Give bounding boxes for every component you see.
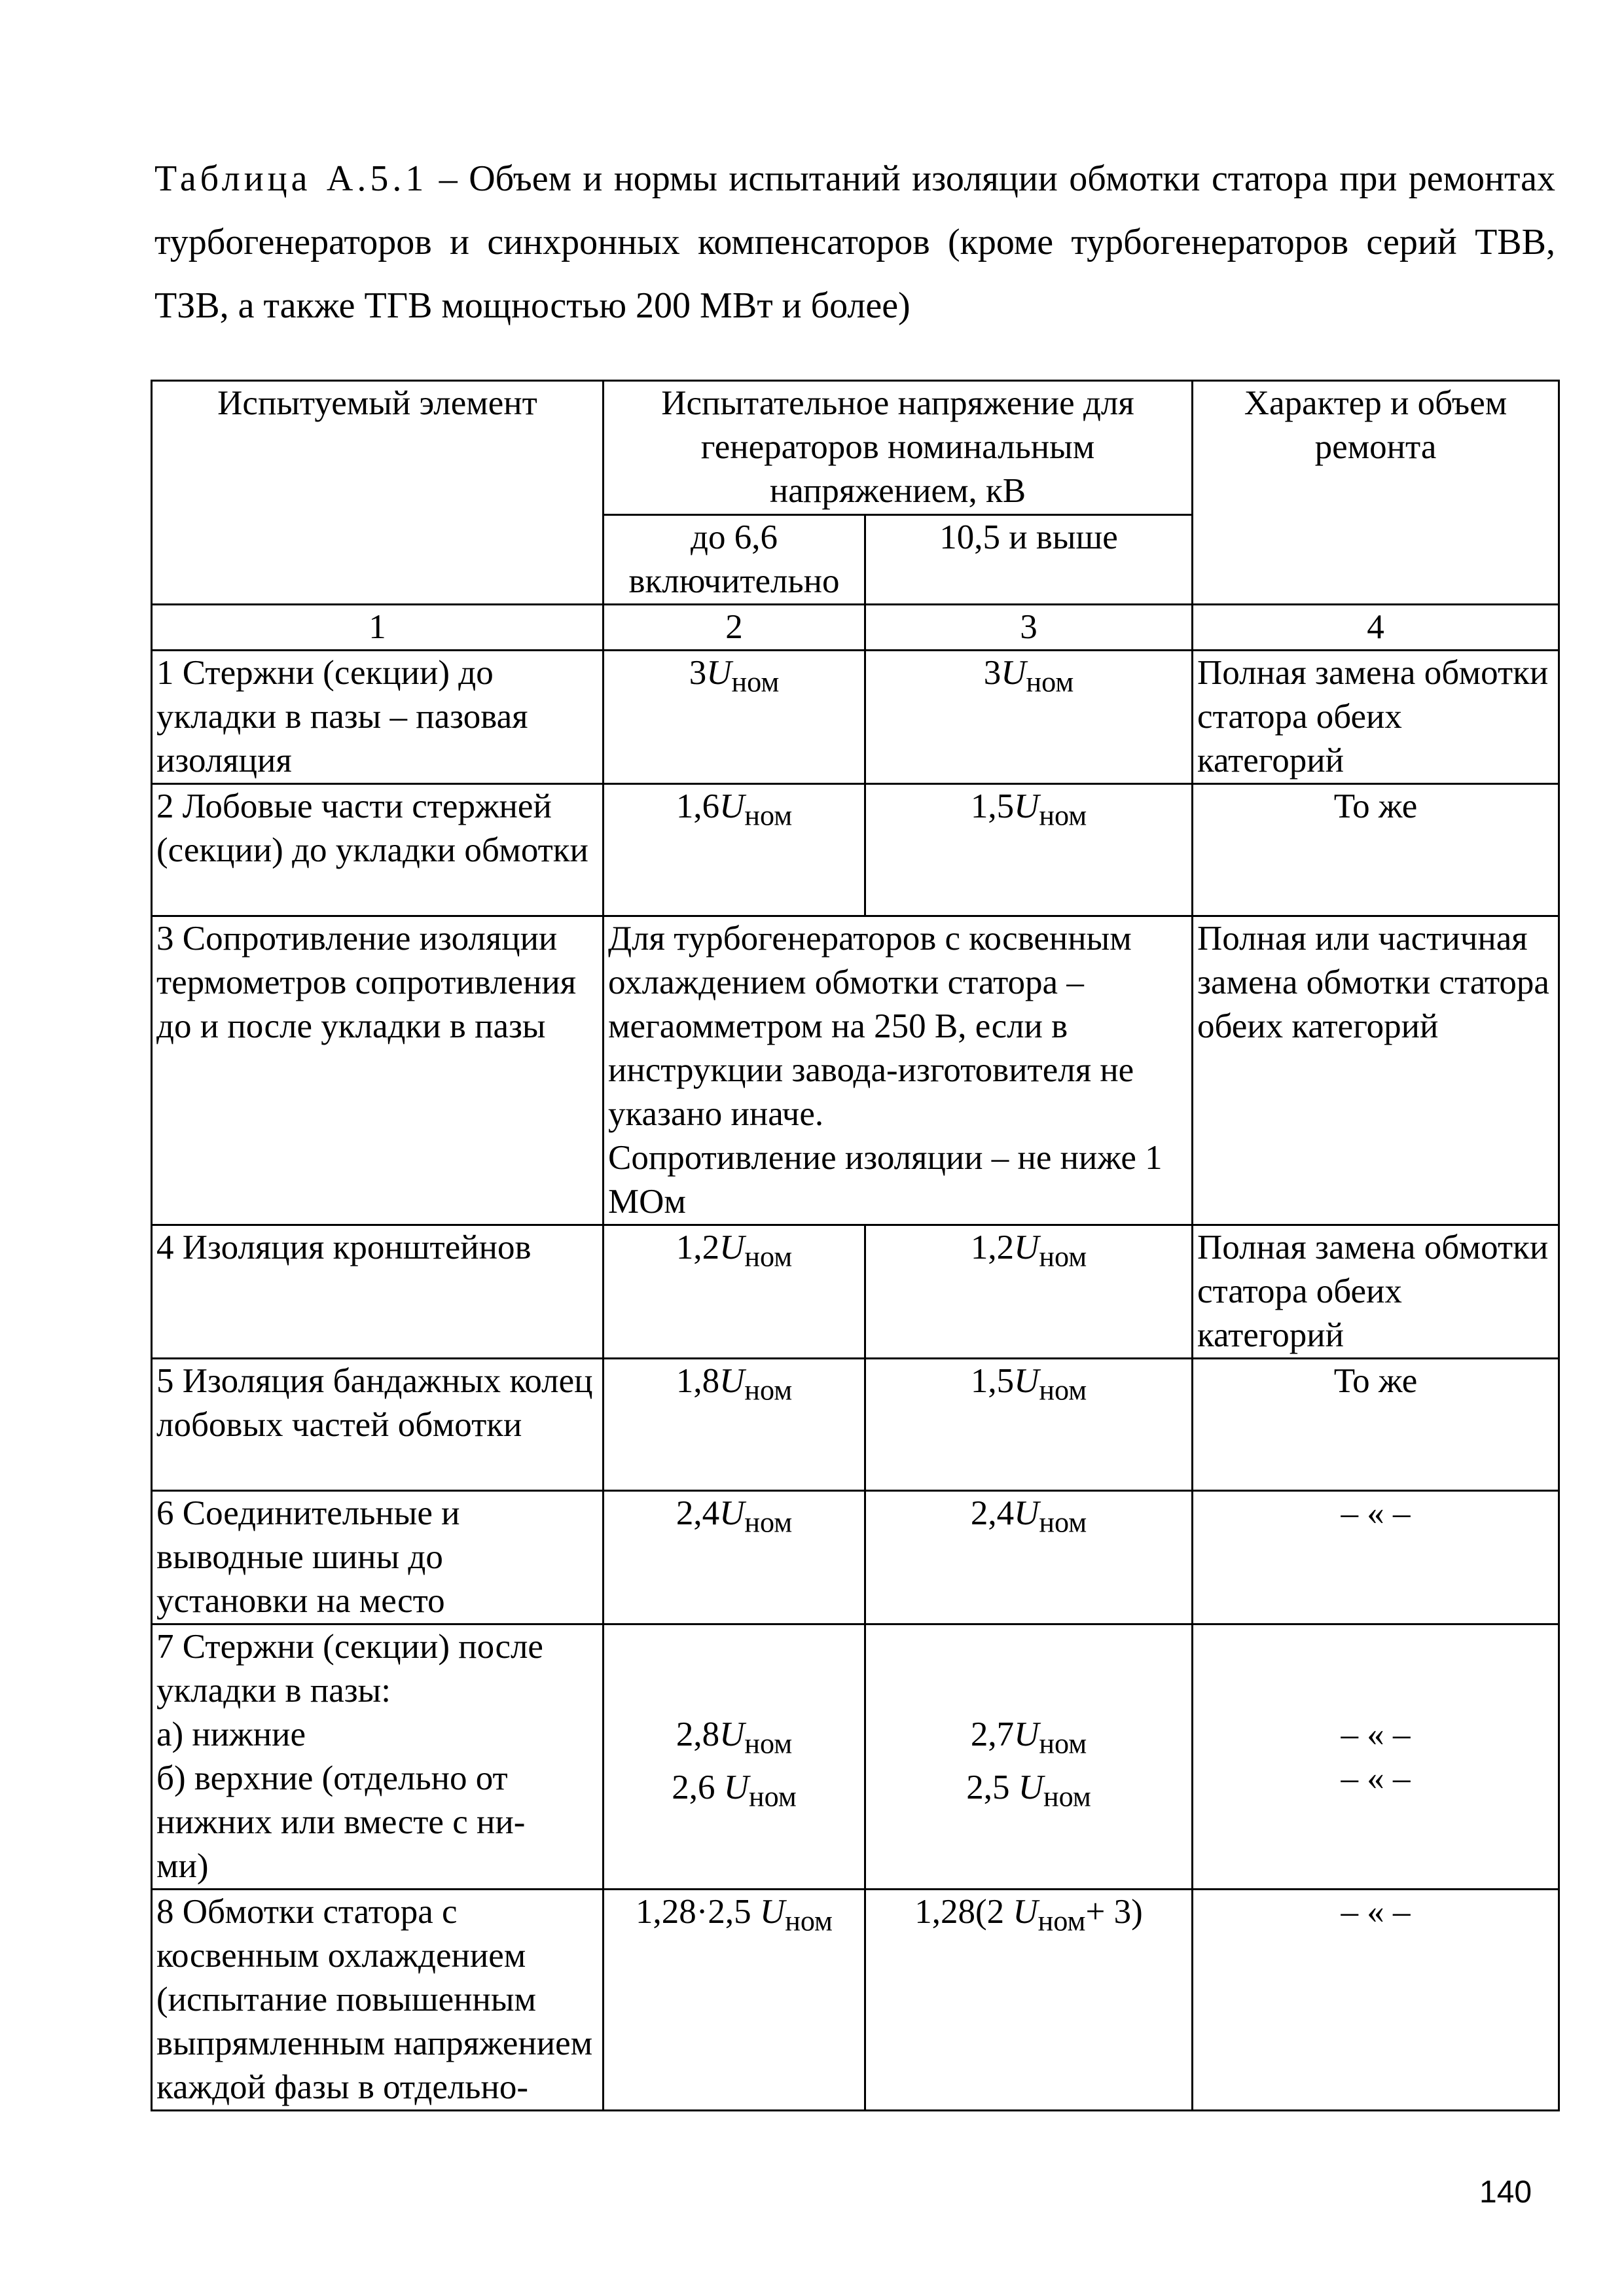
value-subscript: ном [1043, 1780, 1091, 1813]
value-text: 1,8U [676, 1362, 745, 1400]
repair-cell [1193, 1624, 1559, 1890]
element-cell [152, 1624, 604, 1890]
low-voltage-cell [604, 1624, 865, 1890]
value-subscript: ном [744, 1240, 793, 1273]
value-text: 2,8U [676, 1715, 745, 1753]
low-voltage-cell [604, 1890, 865, 2111]
table-row [152, 1890, 1559, 2111]
value-line [870, 1766, 1187, 1819]
low-voltage-cell [604, 1225, 865, 1359]
header-row-1 [152, 381, 1559, 515]
repair-cell: – « – [1193, 1491, 1559, 1624]
header-voltage-group: Испытательное напряжение для генераторов номинальным напряжением, кВ [604, 381, 1193, 515]
repair-cell: Полная или частичная замена обмотки статора обеих категорий [1193, 916, 1559, 1225]
element-cell: 4 Изоляция кронштейнов [152, 1225, 604, 1359]
element-line: ми) [156, 1847, 209, 1885]
value-text: 1,2U [970, 1229, 1039, 1266]
repair-cell: То же [1193, 1359, 1559, 1491]
table-caption [154, 147, 1555, 338]
table-row [152, 916, 1559, 1225]
header-voltage-high: 10,5 и выше [865, 515, 1193, 605]
value-text: 2,7U [970, 1715, 1039, 1753]
merged-text-2: Сопротивление изоляции – не ниже 1 МОм [608, 1139, 1163, 1221]
value-text: 3U [689, 654, 732, 692]
caption-lead: Таблица А.5.1 [154, 158, 428, 199]
element-cell: 1 Стержни (секции) до укладки в пазы – пазовая изоляция [152, 651, 604, 784]
low-voltage-cell [604, 1359, 865, 1491]
value-subscript: ном [1039, 1506, 1087, 1539]
high-voltage-cell [865, 1491, 1193, 1624]
value-subscript: ном [1026, 666, 1074, 698]
value-text: 2,4U [676, 1494, 745, 1532]
table-row [152, 1359, 1559, 1491]
repair-cell: Полная замена обмотки статора обеих категорий [1193, 1225, 1559, 1359]
header-element: Испытуемый элемент [152, 381, 604, 605]
table-row [152, 1491, 1559, 1624]
merged-text: Для турбогенераторов с косвенным охлаждением обмотки статора – мегаомметром на 250 В, если в инструкции завода-изготовителя не указано иначе. [608, 920, 1134, 1133]
repair-cell: То же [1193, 784, 1559, 916]
value-text: 3U [983, 654, 1026, 692]
value-text: 1,28·2,5 U [636, 1893, 785, 1931]
value-subscript: ном [785, 1905, 833, 1937]
value-line [608, 1766, 860, 1819]
value-subscript: ном [1039, 1374, 1087, 1407]
repair-cell: – « – [1193, 1890, 1559, 2111]
value-subscript: ном [1039, 799, 1087, 832]
page-number: 140 [1479, 2175, 1532, 2210]
value-subscript: ном [1039, 1727, 1087, 1760]
table-row [152, 784, 1559, 916]
value-text: 1,5U [970, 787, 1039, 825]
element-line: укладки в пазы: [156, 1672, 391, 1710]
value-text: 2,5 U [966, 1768, 1043, 1806]
column-number: 1 [152, 605, 604, 651]
low-voltage-cell [604, 784, 865, 916]
caption-text: – Объем и нормы испытаний изоляции обмотки статора при ремонтах турбогенераторов и синхронных компенсаторов (кроме турбогенераторов серий ТВВ, ТЗВ, а также ТГВ мощностью 200 МВт и более) [154, 158, 1556, 326]
column-number: 2 [604, 605, 865, 651]
table-row [152, 1225, 1559, 1359]
merged-voltage-cell [604, 916, 1193, 1225]
value-subscript: ном [748, 1780, 797, 1813]
low-voltage-cell [604, 651, 865, 784]
low-voltage-cell [604, 1491, 865, 1624]
column-number: 3 [865, 605, 1193, 651]
high-voltage-cell [865, 1225, 1193, 1359]
element-cell: 6 Соединительные и выводные шины до установки на место [152, 1491, 604, 1624]
value-text: 1,28(2 U [914, 1893, 1038, 1931]
element-cell: 2 Лобовые части стержней (секции) до укладки обмотки [152, 784, 604, 916]
repair-line: – « – [1341, 1715, 1411, 1753]
value-text: 2,6 U [672, 1768, 749, 1806]
value-text: 1,6U [676, 787, 745, 825]
value-text: 1,5U [970, 1362, 1039, 1400]
column-numbers-row [152, 605, 1559, 651]
value-text-suffix: + 3) [1085, 1893, 1143, 1931]
value-subscript: ном [744, 1506, 793, 1539]
table-row [152, 1624, 1559, 1890]
element-line: 7 Стержни (секции) после [156, 1628, 543, 1666]
value-subscript: ном [1038, 1905, 1086, 1937]
high-voltage-cell [865, 1359, 1193, 1491]
high-voltage-cell [865, 1890, 1193, 2111]
repair-line: – « – [1341, 1759, 1411, 1797]
high-voltage-cell [865, 651, 1193, 784]
value-subscript: ном [744, 1727, 793, 1760]
value-line [870, 1713, 1187, 1766]
high-voltage-cell [865, 784, 1193, 916]
value-text: 1,2U [676, 1229, 745, 1266]
value-subscript: ном [1039, 1240, 1087, 1273]
element-line: нижних или вместе с ни- [156, 1803, 526, 1841]
value-line [608, 1713, 860, 1766]
header-repair: Характер и объем ремонта [1193, 381, 1559, 605]
high-voltage-cell [865, 1624, 1193, 1890]
element-line: б) верхние (отдельно от [156, 1759, 508, 1797]
repair-cell: Полная замена обмотки статора обеих категорий [1193, 651, 1559, 784]
element-line: а) нижние [156, 1715, 306, 1753]
value-subscript: ном [731, 666, 780, 698]
element-cell: 3 Сопротивление изоляции термометров сопротивления до и после укладки в пазы [152, 916, 604, 1225]
element-cell: 8 Обмотки статора с косвенным охлаждением (испытание повышенным выпрямленным напряжением каждой фазы в отдельно- [152, 1890, 604, 2111]
element-cell: 5 Изоляция бандажных колец лобовых частей обмотки [152, 1359, 604, 1491]
test-norms-table [151, 380, 1560, 2111]
value-subscript: ном [744, 799, 793, 832]
value-subscript: ном [744, 1374, 793, 1407]
table-row [152, 651, 1559, 784]
header-voltage-low: до 6,6 включительно [604, 515, 865, 605]
column-number: 4 [1193, 605, 1559, 651]
value-text: 2,4U [970, 1494, 1039, 1532]
